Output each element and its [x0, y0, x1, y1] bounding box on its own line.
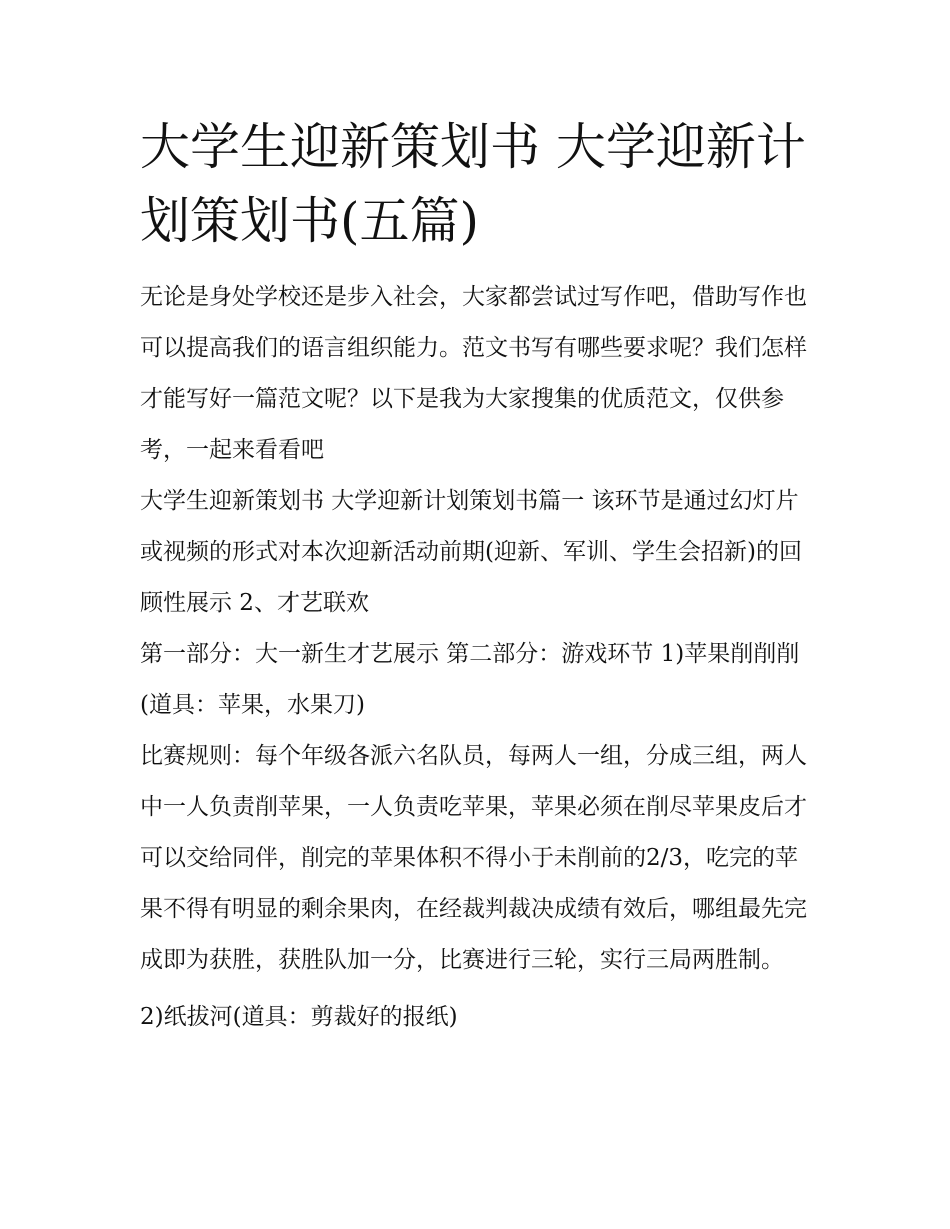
- paragraph-rules: 比赛规则：每个年级各派六名队员，每两人一组，分成三组，两人中一人负责削苹果，一人负责吃苹果，苹果必须在削尽苹果皮后才可以交给同伴，削完的苹果体积不得小于未削前的2/3，吃完的苹果不得有明显的剩余果肉，在经裁判裁决成绩有效后，哪组最先完成即为获胜，获胜队加一分，比赛进行三轮，实行三局两胜制。: [140, 743, 807, 973]
- paragraph-section-one: 大学生迎新策划书 大学迎新计划策划书篇一 该环节是通过幻灯片或视频的形式对本次迎新活动前期(迎新、军训、学生会招新)的回顾性展示 2、才艺联欢: [140, 488, 802, 616]
- paragraph-paper-tug: 2)纸拔河(道具：剪裁好的报纸): [140, 1004, 458, 1030]
- document-page: [140, 110, 820, 1043]
- document-title: 大学生迎新策划书 大学迎新计划策划书(五篇): [140, 118, 806, 250]
- paragraph-game-section: 第一部分：大一新生才艺展示 第二部分：游戏环节 1)苹果削削削(道具：苹果，水果刀): [140, 641, 800, 718]
- document-body: [140, 272, 820, 1043]
- paragraph-intro: 无论是身处学校还是步入社会，大家都尝试过写作吧，借助写作也可以提高我们的语言组织能力。范文书写有哪些要求呢？我们怎样才能写好一篇范文呢？以下是我为大家搜集的优质范文，仅供参考，一起来看看吧: [140, 284, 807, 463]
